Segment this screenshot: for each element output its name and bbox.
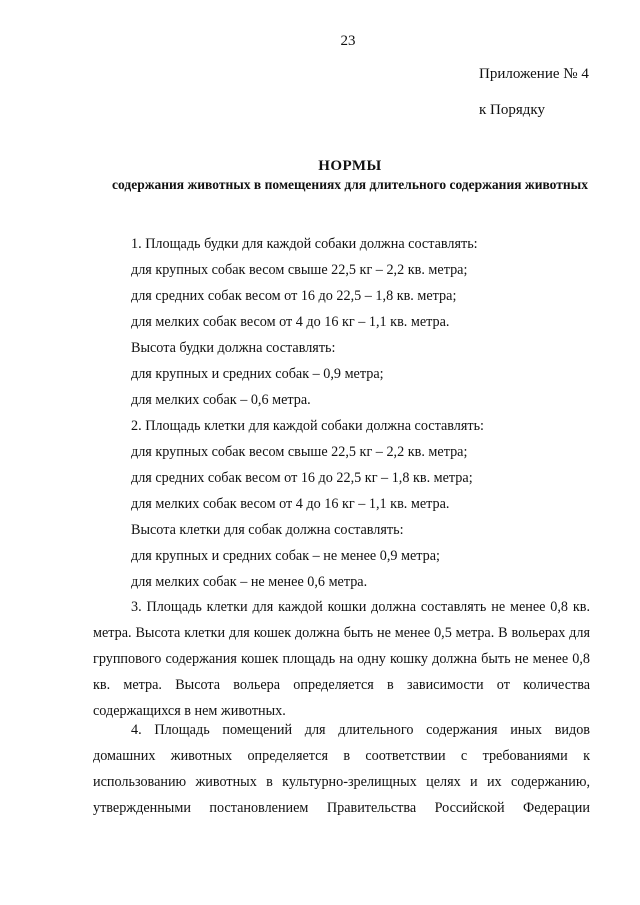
norm-line: для средних собак весом от 16 до 22,5 кг – 1,8 кв. метра;	[131, 470, 473, 486]
norm-line: для крупных собак весом свыше 22,5 кг – 2,2 кв. метра;	[131, 262, 468, 278]
norm-line: для мелких собак весом от 4 до 16 кг – 1,1 кв. метра.	[131, 496, 450, 512]
norm-line: для крупных и средних собак – не менее 0,9 метра;	[131, 548, 441, 564]
paragraph-other-animals: 4. Площадь помещений для длительного содержания иных видов домашних животных определяется в соответствии с требованиями к использованию животных в культурно-зрелищных целях и их содержанию, утвержденными постановлением Правительства Российской Федерации	[93, 722, 590, 816]
appendix-label: Приложение № 4	[479, 66, 589, 82]
to-order-label: к Порядку	[479, 102, 545, 118]
norm-line: 1. Площадь будки для каждой собаки должна составлять:	[131, 236, 478, 252]
norm-line: для крупных собак весом свыше 22,5 кг – 2,2 кв. метра;	[131, 444, 468, 460]
norm-line: Высота будки должна составлять:	[131, 340, 336, 356]
norm-line: для мелких собак весом от 4 до 16 кг – 1,1 кв. метра.	[131, 314, 450, 330]
norm-line: Высота клетки для собак должна составлять:	[131, 522, 404, 538]
norm-line: для мелких собак – 0,6 метра.	[131, 392, 311, 408]
document-title: НОРМЫ	[318, 158, 382, 174]
document-subtitle: содержания животных в помещениях для длительного содержания животных	[112, 177, 588, 192]
paragraph-cats: 3. Площадь клетки для каждой кошки должна составлять не менее 0,8 кв. метра. Высота клетки для кошек должна быть не менее 0,5 метра. В вольерах для группового содержания кошек площадь на одну кошку должна быть не менее 0,8 кв. метра. Высота вольера определяется в зависимости от количества содержащихся в нем животных.	[93, 599, 590, 719]
norm-line: 2. Площадь клетки для каждой собаки должна составлять:	[131, 418, 484, 434]
norm-line: для мелких собак – не менее 0,6 метра.	[131, 574, 368, 590]
norm-line: для крупных и средних собак – 0,9 метра;	[131, 366, 384, 382]
norm-line: для средних собак весом от 16 до 22,5 – 1,8 кв. метра;	[131, 288, 457, 304]
page-number: 23	[340, 33, 356, 49]
